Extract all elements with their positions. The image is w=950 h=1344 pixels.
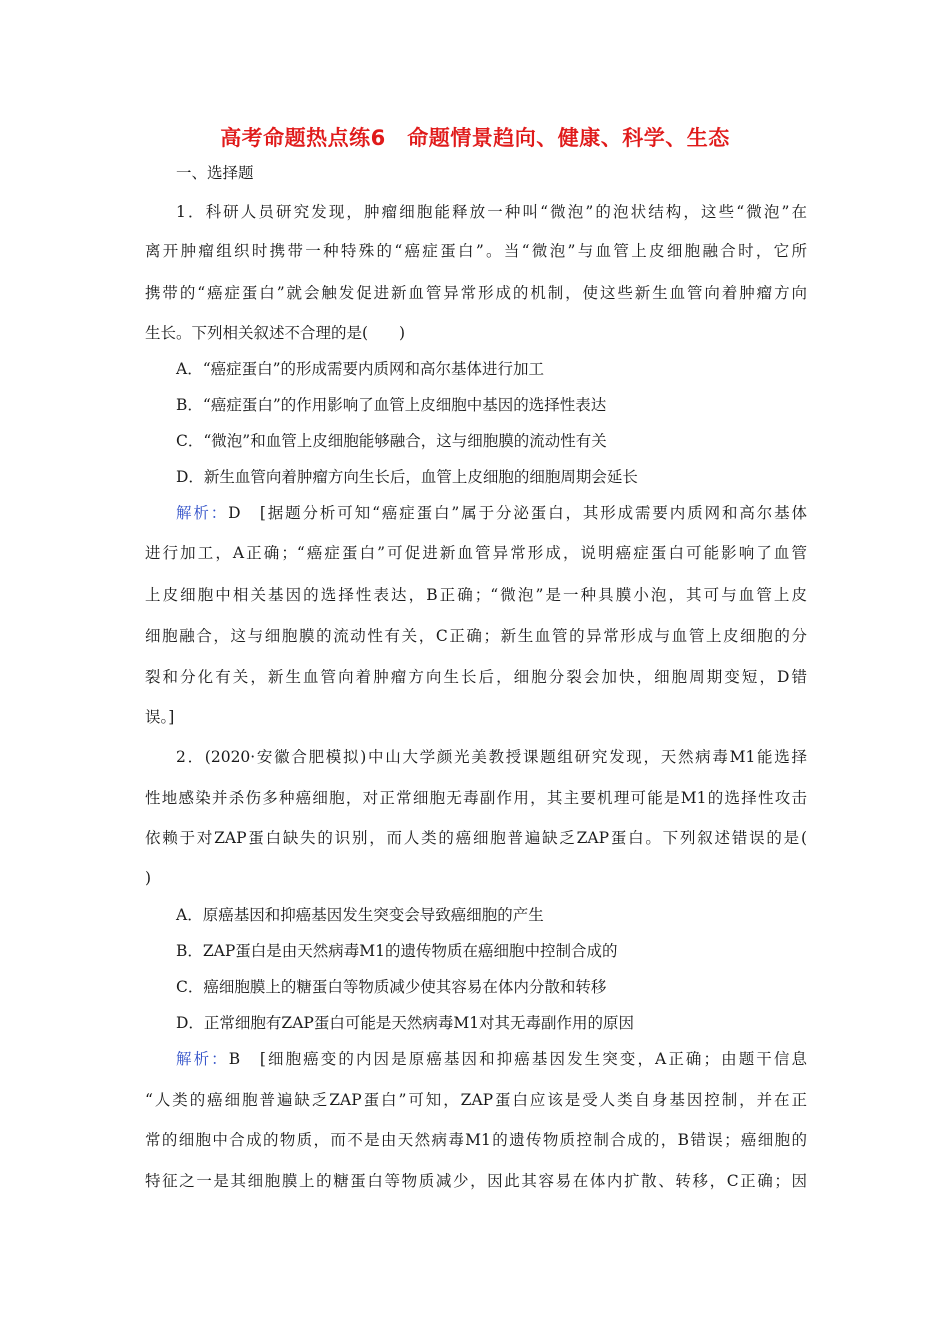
question-1-line: 1．科研人员研究发现，肿瘤细胞能释放一种叫“微泡”的泡状结构，这些“微泡”在 [176,203,807,221]
question-2-line: ) [145,869,152,887]
question-1-line: 离开肿瘤组织时携带一种特殊的“癌症蛋白”。当“微泡”与血管上皮细胞融合时，它所 [145,242,807,260]
section-heading: 一、选择题 [176,164,254,182]
analysis-text: D [据题分析可知“癌症蛋白”属于分泌蛋白，其形成需要内质网和高尔基体 [228,504,807,522]
analysis-label: 解析： [176,504,229,522]
analysis-text: B [细胞癌变的内因是原癌基因和抑癌基因发生突变，A正确；由题干信息 [228,1050,807,1068]
question-2-analysis-line: “人类的癌细胞普遍缺乏ZAP蛋白”可知，ZAP蛋白应该是受人类自身基因控制，并在正 [145,1091,807,1109]
question-1-analysis-line: 进行加工，A正确；“癌症蛋白”可促进新血管异常形成，说明癌症蛋白可能影响了血管 [145,544,807,562]
page-title: 高考命题热点练6 命题情景趋向、健康、科学、生态 [220,126,730,150]
question-1-option-b: B．“癌症蛋白”的作用影响了血管上皮细胞中基因的选择性表达 [176,396,607,414]
question-1-analysis-line: 误。] [145,708,175,726]
question-1-analysis-line: 裂和分化有关，新生血管向着肿瘤方向生长后，细胞分裂会加快，细胞周期变短，D错 [145,668,807,686]
question-1-line: 生长。下列相关叙述不合理的是( ) [145,324,406,342]
question-2-option-d: D．正常细胞有ZAP蛋白可能是天然病毒M1对其无毒副作用的原因 [176,1014,635,1032]
question-1-analysis-first-line [176,503,807,523]
question-2-option-a: A．原癌基因和抑癌基因发生突变会导致癌细胞的产生 [176,906,544,924]
question-1-option-a: A．“癌症蛋白”的形成需要内质网和高尔基体进行加工 [176,360,545,378]
question-1-line: 携带的“癌症蛋白”就会触发促进新血管异常形成的机制，使这些新生血管向着肿瘤方向 [145,284,807,302]
question-1-option-d: D．新生血管向着肿瘤方向生长后，血管上皮细胞的细胞周期会延长 [176,468,638,486]
question-2-analysis-first-line [176,1049,807,1069]
question-1-option-c: C．“微泡”和血管上皮细胞能够融合，这与细胞膜的流动性有关 [176,432,607,450]
analysis-label: 解析： [176,1050,229,1068]
question-2-line: 依赖于对ZAP蛋白缺失的识别，而人类的癌细胞普遍缺乏ZAP蛋白。下列叙述错误的是( [145,829,807,847]
question-2-analysis-line: 常的细胞中合成的物质，而不是由天然病毒M1的遗传物质控制合成的，B错误；癌细胞的 [145,1131,807,1149]
question-2-analysis-line: 特征之一是其细胞膜上的糖蛋白等物质减少，因此其容易在体内扩散、转移，C正确；因 [145,1172,807,1190]
question-2-option-b: B．ZAP蛋白是由天然病毒M1的遗传物质在癌细胞中控制合成的 [176,942,618,960]
question-1-analysis-line: 上皮细胞中相关基因的选择性表达，B正确；“微泡”是一种具膜小泡，其可与血管上皮 [145,586,807,604]
question-2-line: 2．(2020·安徽合肥模拟)中山大学颜光美教授课题组研究发现，天然病毒M1能选择 [176,748,807,766]
question-2-line: 性地感染并杀伤多种癌细胞，对正常细胞无毒副作用，其主要机理可能是M1的选择性攻击 [145,789,807,807]
question-2-option-c: C．癌细胞膜上的糖蛋白等物质减少使其容易在体内分散和转移 [176,978,607,996]
question-1-analysis-line: 细胞融合，这与细胞膜的流动性有关，C正确；新生血管的异常形成与血管上皮细胞的分 [145,627,807,645]
